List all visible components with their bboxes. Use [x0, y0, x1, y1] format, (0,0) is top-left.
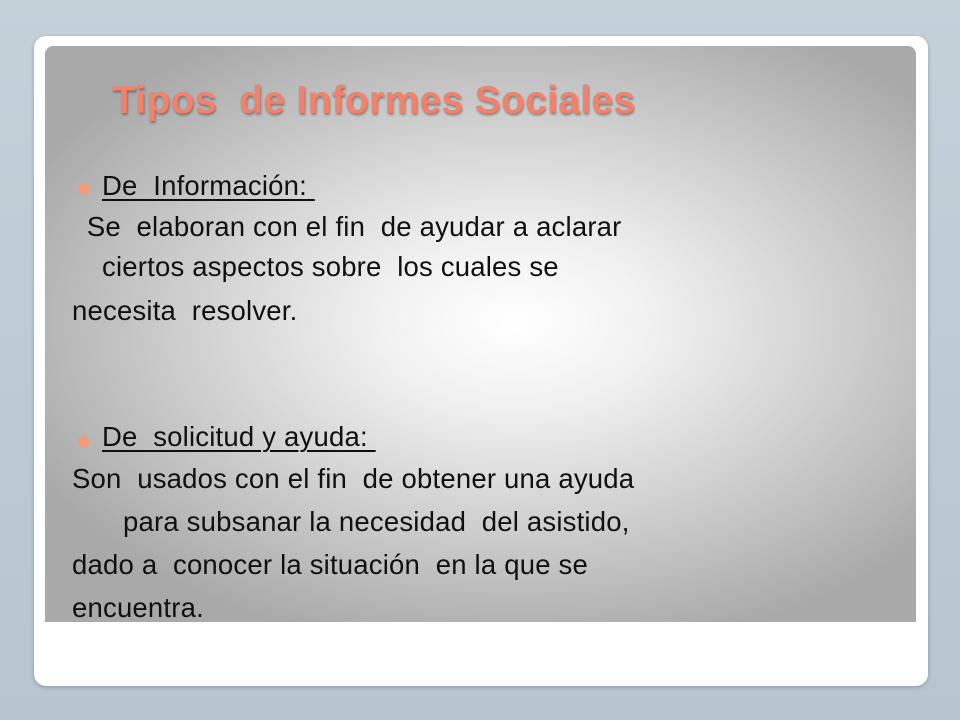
body-line: ciertos aspectos sobre los cuales se: [102, 251, 559, 282]
body-line: para subsanar la necesidad del asistido,: [123, 506, 630, 537]
body-line: Son usados con el fin de obtener una ayuda: [72, 463, 635, 494]
bullet-icon: [78, 183, 89, 194]
body-line: necesita resolver.: [72, 295, 298, 326]
slide-content: [45, 46, 916, 622]
section-heading-solicitud: De solicitud y ayuda:: [102, 421, 376, 452]
section-heading-informacion: De Información:: [102, 170, 315, 201]
body-line: encuentra.: [72, 592, 204, 622]
bullet-icon: [78, 436, 89, 447]
slide-title: Tipos de Informes Sociales: [112, 79, 636, 122]
body-line: Se elaboran con el fin de ayudar a aclarar: [79, 211, 622, 242]
body-line: dado a conocer la situación en la que se: [72, 549, 588, 580]
